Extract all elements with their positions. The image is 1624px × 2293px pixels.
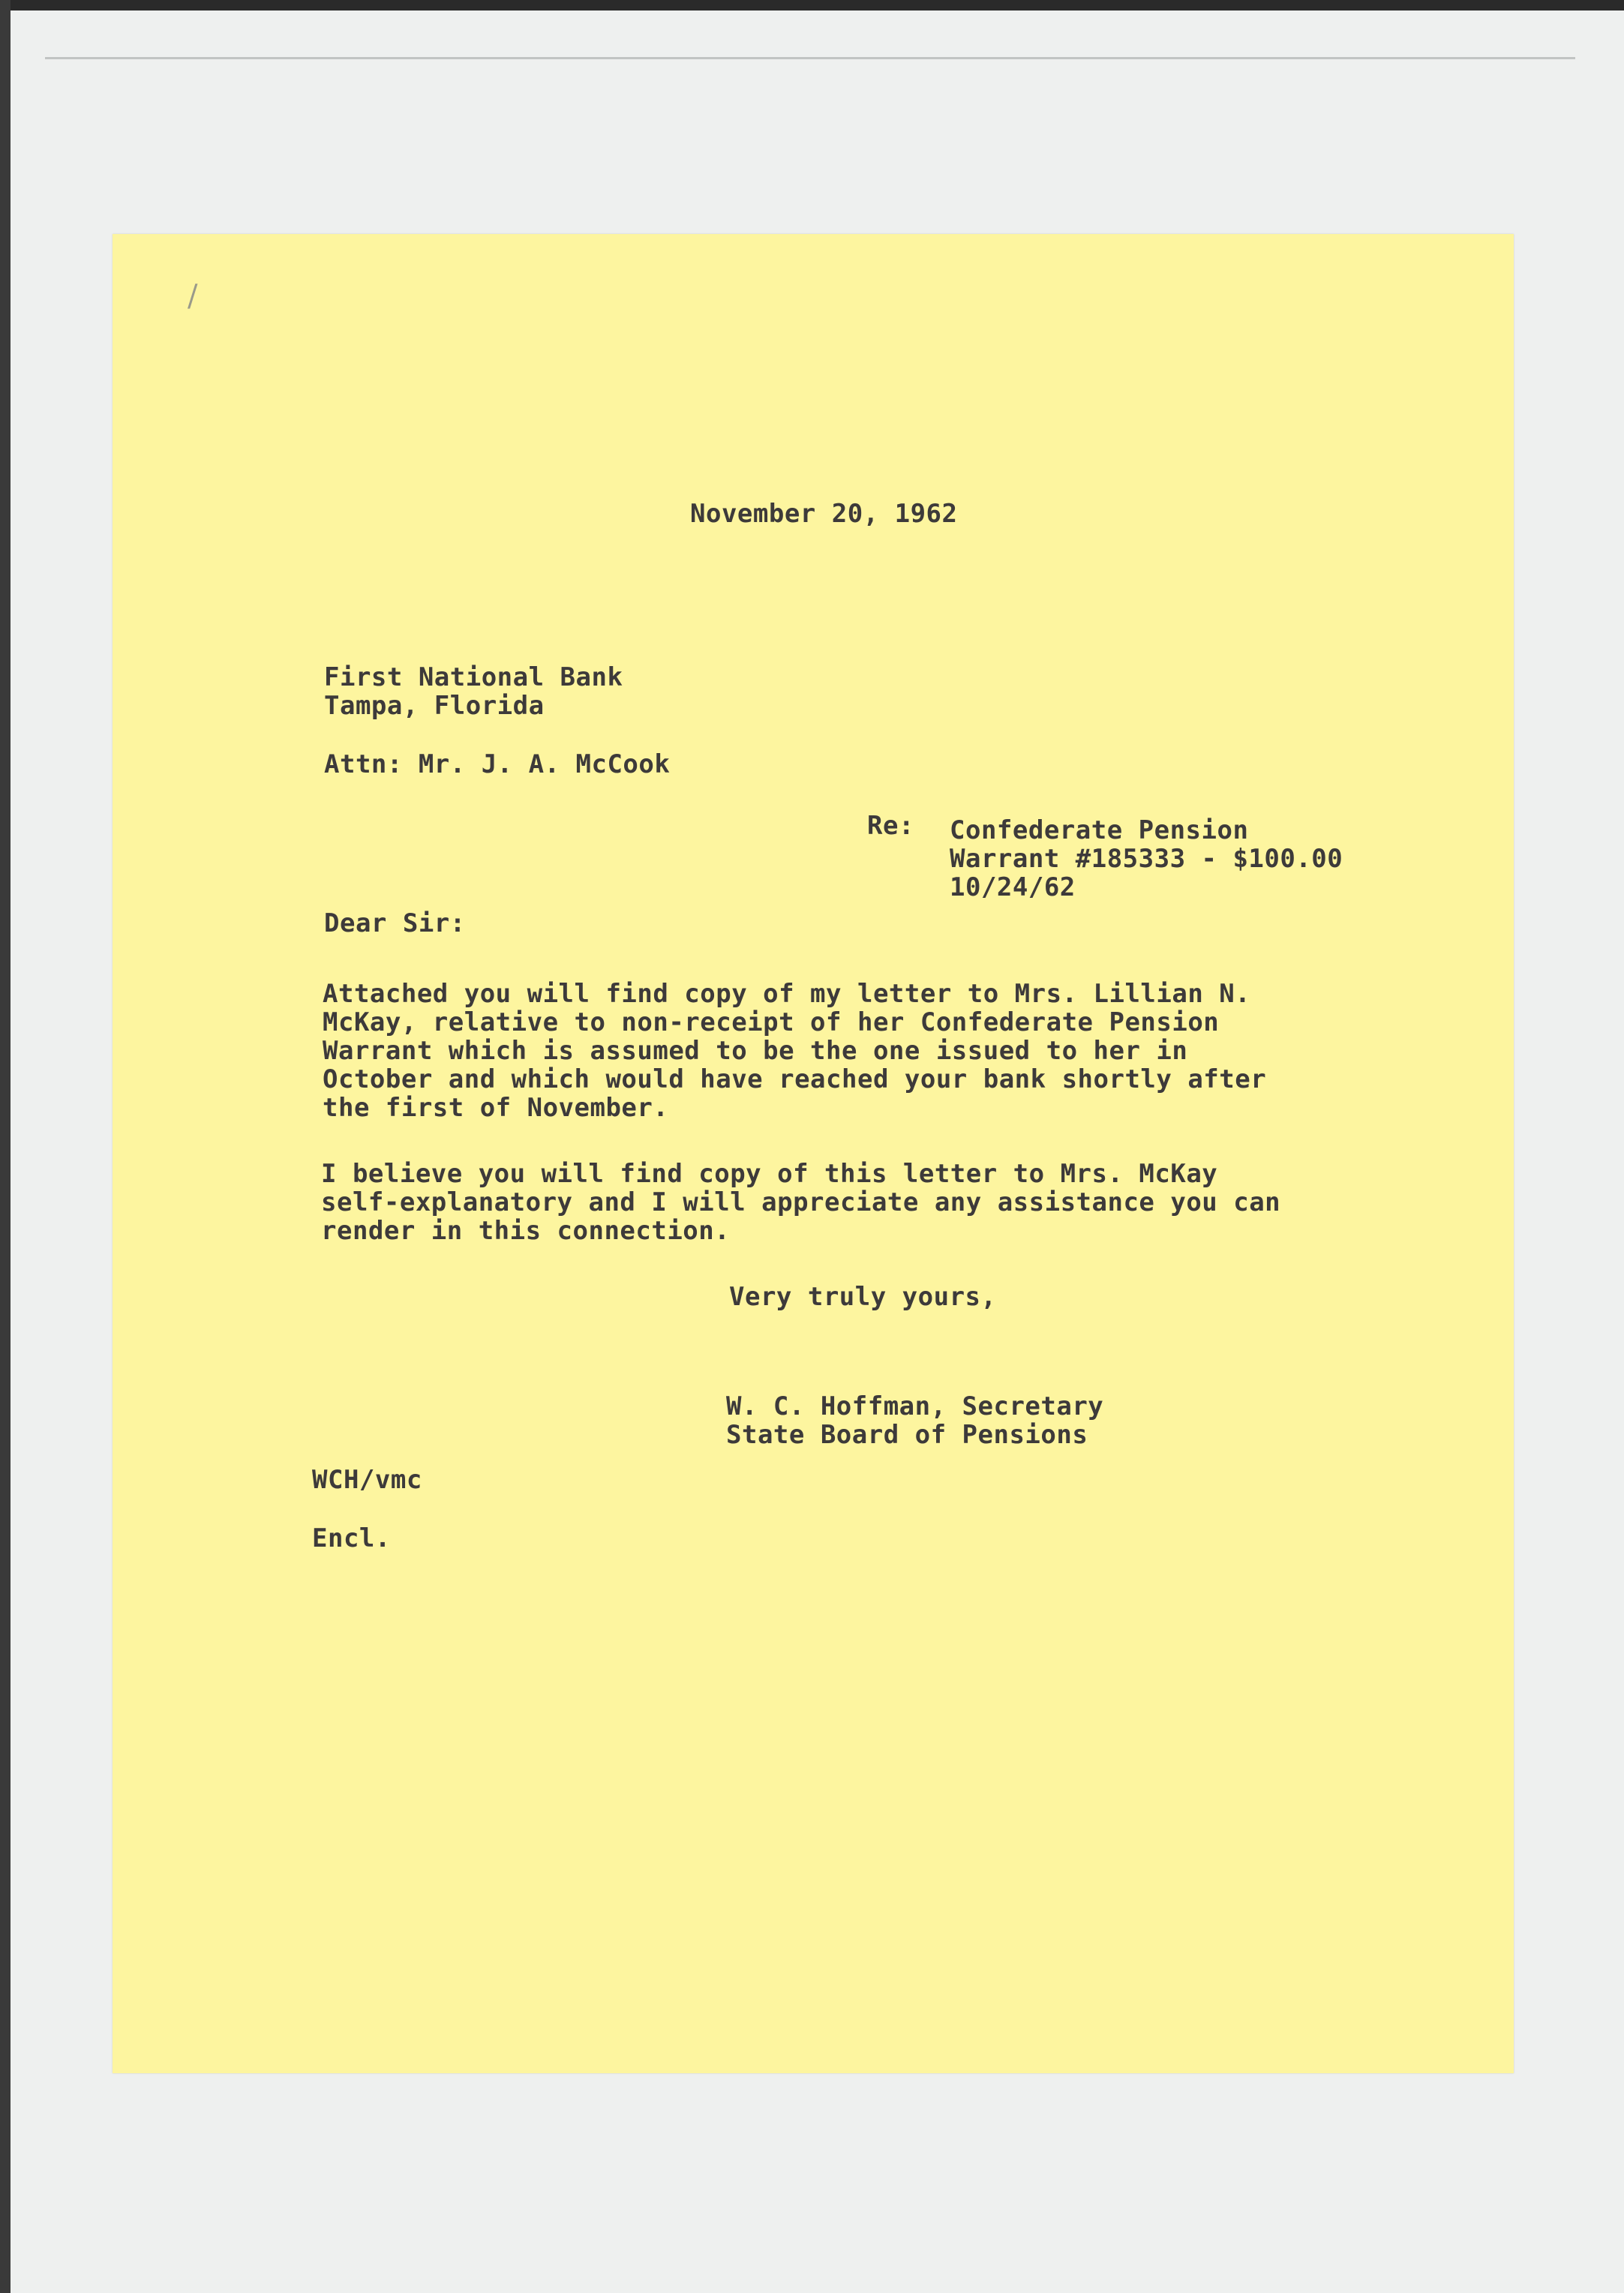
pencil-mark: / xyxy=(188,279,198,314)
paragraph-line: Attached you will find copy of my letter to Mrs. Lillian N. xyxy=(323,979,1251,1009)
paragraph-line: I believe you will find copy of this letter to Mrs. McKay xyxy=(321,1159,1218,1189)
paragraph-line: October and which would have reached your bank shortly after xyxy=(323,1064,1267,1094)
paragraph-line: McKay, relative to non-receipt of her Confederate Pension xyxy=(323,1007,1220,1037)
recipient-line: First National Bank xyxy=(324,662,623,692)
salutation: Dear Sir: xyxy=(324,908,466,938)
closing: Very truly yours, xyxy=(729,1282,997,1312)
recipient-line: Tampa, Florida xyxy=(324,691,545,721)
subject-line: 10/24/62 xyxy=(950,872,1076,902)
scan-edge-top xyxy=(0,0,1624,11)
paragraph-line: render in this connection. xyxy=(321,1216,731,1246)
scan-edge-left xyxy=(0,0,11,2293)
subject-label: Re: xyxy=(867,811,914,841)
subject-line: Warrant #185333 - $100.00 xyxy=(950,844,1343,874)
enclosure-note: Encl. xyxy=(312,1523,391,1553)
subject-line: Confederate Pension xyxy=(950,815,1249,845)
paragraph-line: the first of November. xyxy=(323,1093,669,1123)
letter-date: November 20, 1962 xyxy=(690,499,958,529)
paragraph-line: Warrant which is assumed to be the one issued to her in xyxy=(323,1036,1188,1066)
letter-paper xyxy=(113,234,1514,2073)
scan-line xyxy=(45,57,1575,59)
initials: WCH/vmc xyxy=(312,1465,422,1495)
attention-line: Attn: Mr. J. A. McCook xyxy=(324,749,671,779)
signature-line: State Board of Pensions xyxy=(726,1420,1088,1450)
signature-line: W. C. Hoffman, Secretary xyxy=(726,1391,1104,1421)
paragraph-line: self-explanatory and I will appreciate any assistance you can xyxy=(321,1187,1281,1217)
